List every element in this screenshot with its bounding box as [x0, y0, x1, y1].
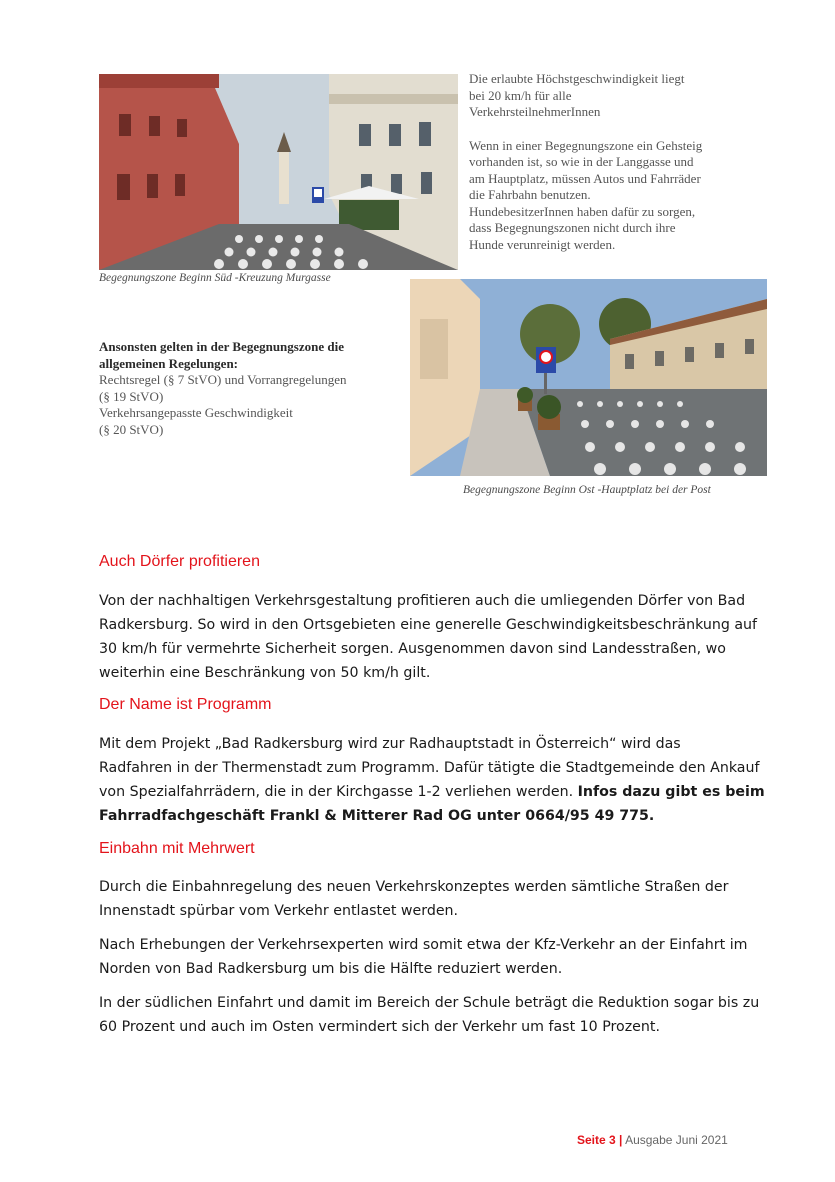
side-line: dass Begegnungszonen nicht durch ihre	[469, 220, 676, 235]
rules-line: Rechtsregel (§ 7 StVO) und Vorrangregelungen	[99, 372, 347, 387]
street-photo-sued	[99, 74, 458, 270]
street-photo-ost-image	[410, 279, 767, 476]
rules-heading-line: allgemeinen Regelungen:	[99, 355, 239, 371]
body-line: Radfahren in der Thermenstadt zum Programm. Dafür tätigte die Stadtgemeinde den Ankauf	[99, 760, 760, 776]
body-line: Mit dem Projekt „Bad Radkersburg wird zur Radhauptstadt in Österreich“ wird das	[99, 736, 681, 752]
body-line	[99, 804, 749, 828]
street-photo-ost	[410, 279, 767, 476]
section-body-einbahn	[99, 875, 760, 1039]
rules-block	[99, 339, 399, 438]
body-line: In der südlichen Einfahrt und damit im Bereich der Schule beträgt die Reduktion sogar bis zu	[99, 995, 760, 1011]
info-highlight: Infos dazu gibt es beim	[577, 784, 765, 800]
rules-line: Verkehrsangepasste Geschwindigkeit	[99, 405, 293, 420]
body-line: Durch die Einbahnregelung des neuen Verkehrskonzeptes werden sämtliche Straßen der	[99, 879, 729, 895]
body-line: Nach Erhebungen der Verkehrsexperten wird somit etwa der Kfz-Verkehr an der Einfahrt im	[99, 937, 748, 953]
side-line: Wenn in einer Begegnungszone ein Gehsteig	[469, 137, 703, 153]
body-line: 30 km/h für vermehrte Sicherheit sorgen. Ausgenommen davon sind Landesstraßen, wo	[99, 641, 726, 657]
photo-caption-ost: Begegnungszone Beginn Ost -Hauptplatz bei der Post	[463, 484, 711, 496]
street-photo-sued-image	[99, 74, 458, 270]
side-line: HundebesitzerInnen haben dafür zu sorgen,	[469, 203, 696, 219]
rules-line: (§ 20 StVO)	[99, 421, 164, 437]
side-line: Die erlaubte Höchstgeschwindigkeit liegt	[469, 71, 685, 86]
info-highlight: Fahrradfachgeschäft Frankl & Mitterer Rad OG unter 0664/95 49 775.	[99, 808, 655, 824]
body-line: Radkersburg. So wird in den Ortsgebieten eine generelle Geschwindigkeitsbeschränkung auf	[99, 617, 758, 633]
side-line: VerkehrsteilnehmerInnen	[469, 104, 601, 119]
body-line: 60 Prozent und auch im Osten vermindert sich der Verkehr um fast 10 Prozent.	[99, 1019, 660, 1035]
section-heading-doerfer: Auch Dörfer profitieren	[99, 553, 260, 570]
page-number: Seite 3	[577, 1133, 616, 1147]
page-footer	[577, 1133, 728, 1147]
issue-label: Ausgabe Juni 2021	[625, 1133, 728, 1147]
section-body-programm	[99, 732, 765, 828]
body-line-text: von Spezialfahrrädern, die in der Kirchgasse 1-2 verliehen werden.	[99, 784, 578, 800]
body-line: Norden von Bad Radkersburg um bis die Hälfte reduziert werden.	[99, 961, 563, 977]
body-line: Von der nachhaltigen Verkehrsgestaltung profitieren auch die umliegenden Dörfer von Bad	[99, 593, 746, 609]
rules-heading-line: Ansonsten gelten in der Begegnungszone die	[99, 339, 344, 354]
footer-separator: |	[619, 1133, 623, 1147]
photo-caption-sued: Begegnungszone Beginn Süd -Kreuzung Murgasse	[99, 272, 331, 284]
body-line	[99, 780, 765, 804]
side-line: bei 20 km/h für alle	[469, 87, 572, 103]
section-body-doerfer	[99, 589, 758, 685]
side-info-text	[469, 71, 769, 253]
body-line: weiterhin eine Beschränkung von 50 km/h gilt.	[99, 665, 431, 681]
side-line: vorhanden ist, so wie in der Langgasse und	[469, 154, 694, 169]
side-line: am Hauptplatz, müssen Autos und Fahrräder	[469, 170, 701, 186]
section-heading-einbahn: Einbahn mit Mehrwert	[99, 840, 255, 857]
side-line: die Fahrbahn benutzen.	[469, 187, 591, 202]
section-heading-programm: Der Name ist Programm	[99, 696, 272, 713]
side-line: Hunde verunreinigt werden.	[469, 236, 616, 252]
body-line: Innenstadt spürbar vom Verkehr entlastet werden.	[99, 903, 459, 919]
rules-line: (§ 19 StVO)	[99, 388, 164, 404]
